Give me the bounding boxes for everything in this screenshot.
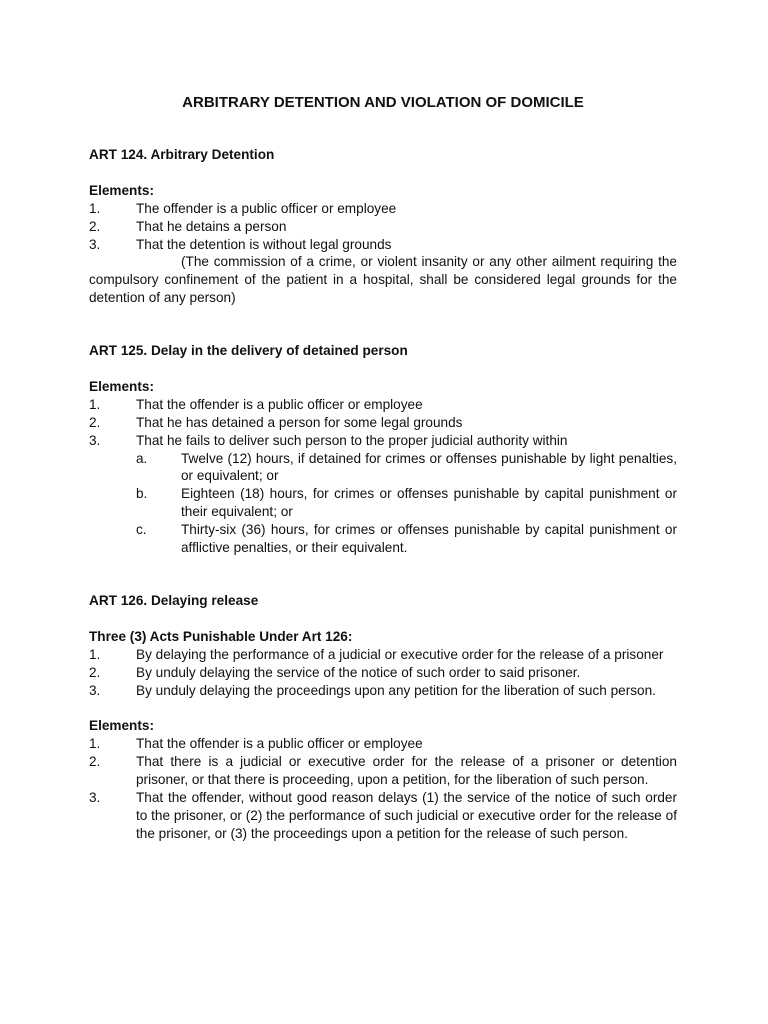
- item-number: 3.: [89, 236, 101, 252]
- list-item: [89, 682, 677, 700]
- sub-item-text: Eighteen (18) hours, for crimes or offenses punishable by capital punishment or their equivalent; or: [181, 486, 677, 520]
- item-text: By unduly delaying the service of the notice of such order to said prisoner.: [136, 664, 581, 680]
- list-item: [89, 646, 677, 664]
- sub-item-letter: c.: [136, 522, 147, 538]
- item-number: 2.: [89, 754, 101, 770]
- list-item: [89, 753, 677, 789]
- art-125-heading: ART 125. Delay in the delivery of detained person: [89, 343, 408, 359]
- item-number: 2.: [89, 414, 101, 430]
- sub-list-item: [136, 450, 677, 486]
- item-text: By unduly delaying the proceedings upon any petition for the liberation of such person.: [136, 682, 656, 698]
- art-124-note: (The commission of a crime, or violent insanity or any other ailment requiring the compulsory confinement of the patient in a hospital, shall be considered legal grounds for the detention of any person): [89, 254, 677, 306]
- art-126-heading: ART 126. Delaying release: [89, 593, 259, 608]
- item-text: That he detains a person: [136, 218, 287, 234]
- item-text: The offender is a public officer or employee: [136, 200, 397, 216]
- sub-item-text: Thirty-six (36) hours, for crimes or offenses punishable by capital punishment or afflictive penalties, or their equivalent.: [181, 522, 677, 556]
- art-124-elements-label: Elements:: [89, 182, 154, 198]
- item-number: 1.: [89, 200, 101, 216]
- item-text: That the detention is without legal grounds: [136, 236, 392, 252]
- sub-item-letter: b.: [136, 486, 148, 502]
- sub-item-letter: a.: [136, 450, 148, 466]
- list-item: [89, 218, 677, 236]
- item-number: 3.: [89, 789, 101, 805]
- item-text: That the offender, without good reason delays (1) the service of the notice of such order to the prisoner, or (2) the performance of such judicial or executive order for the release of the prisoner, or (3) the proceedings upon a petition for the release of such person.: [136, 789, 677, 841]
- document-title: ARBITRARY DETENTION AND VIOLATION OF DOMICILE: [182, 94, 584, 111]
- list-item: [89, 664, 677, 682]
- list-item: [89, 396, 677, 414]
- item-number: 2.: [89, 218, 101, 234]
- art-124-heading: ART 124. Arbitrary Detention: [89, 147, 275, 162]
- list-item: [89, 789, 677, 843]
- item-text: That he has detained a person for some legal grounds: [136, 414, 463, 430]
- item-text: That the offender is a public officer or employee: [136, 396, 423, 412]
- item-number: 1.: [89, 736, 101, 752]
- art-125-elements-label: Elements:: [89, 378, 154, 394]
- item-number: 1.: [89, 646, 101, 662]
- list-item: [89, 200, 677, 218]
- list-item: [89, 414, 677, 432]
- item-text: By delaying the performance of a judicial or executive order for the release of a prisoner: [136, 646, 664, 662]
- sub-item-text: Twelve (12) hours, if detained for crimes or offenses punishable by light penalties, or equivalent; or: [181, 450, 677, 484]
- section-art-125: [89, 342, 677, 557]
- sub-list-item: [136, 521, 677, 557]
- list-item: [89, 236, 677, 254]
- item-number: 1.: [89, 396, 101, 412]
- item-text: That there is a judicial or executive order for the release of a prisoner or detention prisoner, or that there is proceeding, upon a petition, for the liberation of such person.: [136, 754, 677, 788]
- document-page: [89, 94, 677, 843]
- list-item: [89, 432, 677, 450]
- list-item: [89, 735, 677, 753]
- item-number: 2.: [89, 664, 101, 680]
- item-text: That the offender is a public officer or employee: [136, 736, 423, 752]
- section-art-124: [89, 146, 677, 307]
- art-126-acts-label: Three (3) Acts Punishable Under Art 126:: [89, 628, 353, 644]
- art-126-elements-label: Elements:: [89, 718, 154, 734]
- sub-list-item: [136, 485, 677, 521]
- section-art-126: [89, 592, 677, 843]
- item-text: That he fails to deliver such person to the proper judicial authority within: [136, 432, 568, 448]
- item-number: 3.: [89, 432, 101, 448]
- item-number: 3.: [89, 682, 101, 698]
